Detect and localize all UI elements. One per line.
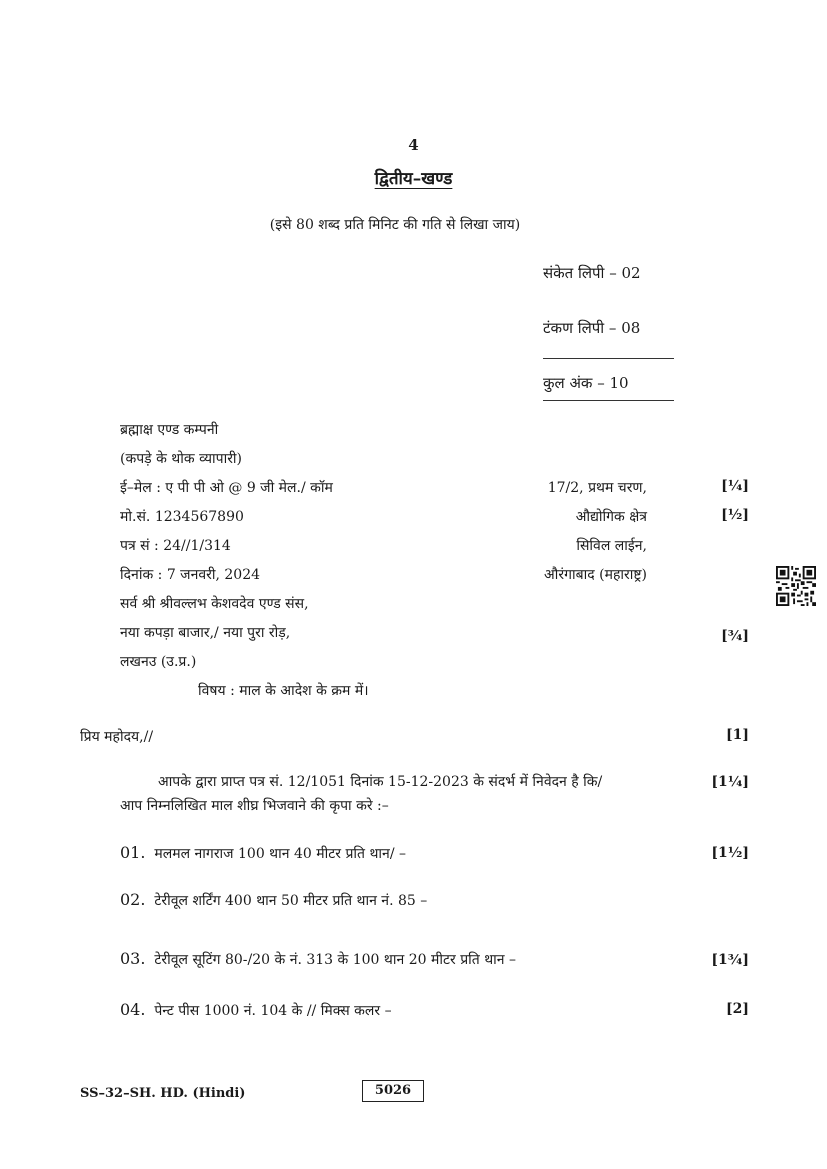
recipient-street: नया कपड़ा बाजार,/ नया पुरा रोड़, xyxy=(120,625,291,641)
marks-divider-top xyxy=(543,358,674,359)
body-line-2: आप निम्नलिखित माल शीघ्र भिजवाने की कृपा करे :– xyxy=(120,798,389,814)
sender-company: ब्रह्माक्ष एण्ड कम्पनी xyxy=(120,422,219,438)
paper-code: SS–32–SH. HD. (Hindi) xyxy=(80,1086,246,1101)
mark-street: [¾] xyxy=(721,628,749,644)
address-line-2: औद्योगिक क्षेत्र xyxy=(575,509,647,525)
page-number: 4 xyxy=(408,136,419,154)
list-item: 01. मलमल नागराज 100 थान 40 मीटर प्रति थान/ – xyxy=(120,843,406,862)
list-item: 04. पेन्ट पीस 1000 नं. 104 के // मिक्स कलर – xyxy=(120,1000,392,1019)
address-line-3: सिविल लाईन, xyxy=(576,538,647,554)
sender-email: ई–मेल : ए पी पी ओ @ 9 जी मेल./ कॉम xyxy=(120,480,333,496)
qr-code-icon xyxy=(776,566,816,606)
mark-email: [¼] xyxy=(721,478,749,494)
list-item: 03. टेरीवूल सूटिंग 80-/20 के नं. 313 के 100 थान 20 मीटर प्रति थान – xyxy=(120,949,517,968)
letter-number: पत्र सं : 24//1/314 xyxy=(120,538,231,554)
paper-serial-box: 5026 xyxy=(362,1080,424,1102)
list-item: 02. टेरीवूल शर्टिंग 400 थान 50 मीटर प्रति थान नं. 85 – xyxy=(120,890,428,909)
recipient-city: लखनउ (उ.प्र.) xyxy=(120,654,197,670)
letter-date: दिनांक : 7 जनवरी, 2024 xyxy=(120,567,261,583)
dictation-instruction: (इसे 80 शब्द प्रति मिनिट की गति से लिखा जाय) xyxy=(269,217,521,233)
mark-body: [1¼] xyxy=(711,774,749,790)
shorthand-marks: संकेत लिपी – 02 xyxy=(543,264,641,282)
salutation: प्रिय महोदय,// xyxy=(80,729,154,745)
body-paragraph xyxy=(120,770,750,818)
section-title: द्वितीय–खण्ड xyxy=(374,169,453,189)
marks-divider-bottom xyxy=(543,400,674,401)
mark-item-1: [1½] xyxy=(711,845,749,861)
typing-marks: टंकण लिपी – 08 xyxy=(543,319,641,337)
body-line-1: आपके द्वारा प्राप्त पत्र सं. 12/1051 दिनांक 15-12-2023 के संदर्भ में निवेदन है कि/ xyxy=(158,774,603,790)
recipient-name: सर्व श्री श्रीवल्लभ केशवदेव एण्ड संस, xyxy=(120,596,309,612)
address-line-1: 17/2, प्रथम चरण, xyxy=(547,480,647,496)
subject-line: विषय : माल के आदेश के क्रम में। xyxy=(198,683,369,699)
sender-business: (कपड़े के थोक व्यापारी) xyxy=(120,451,243,467)
sender-mobile: मो.सं. 1234567890 xyxy=(120,509,244,525)
mark-salutation: [1] xyxy=(726,727,749,743)
mark-mobile: [½] xyxy=(721,507,749,523)
mark-item-3: [1¾] xyxy=(711,952,749,968)
address-line-4: औरंगाबाद (महाराष्ट्र) xyxy=(544,567,647,583)
mark-item-4: [2] xyxy=(726,1001,749,1017)
total-marks: कुल अंक – 10 xyxy=(543,374,629,392)
